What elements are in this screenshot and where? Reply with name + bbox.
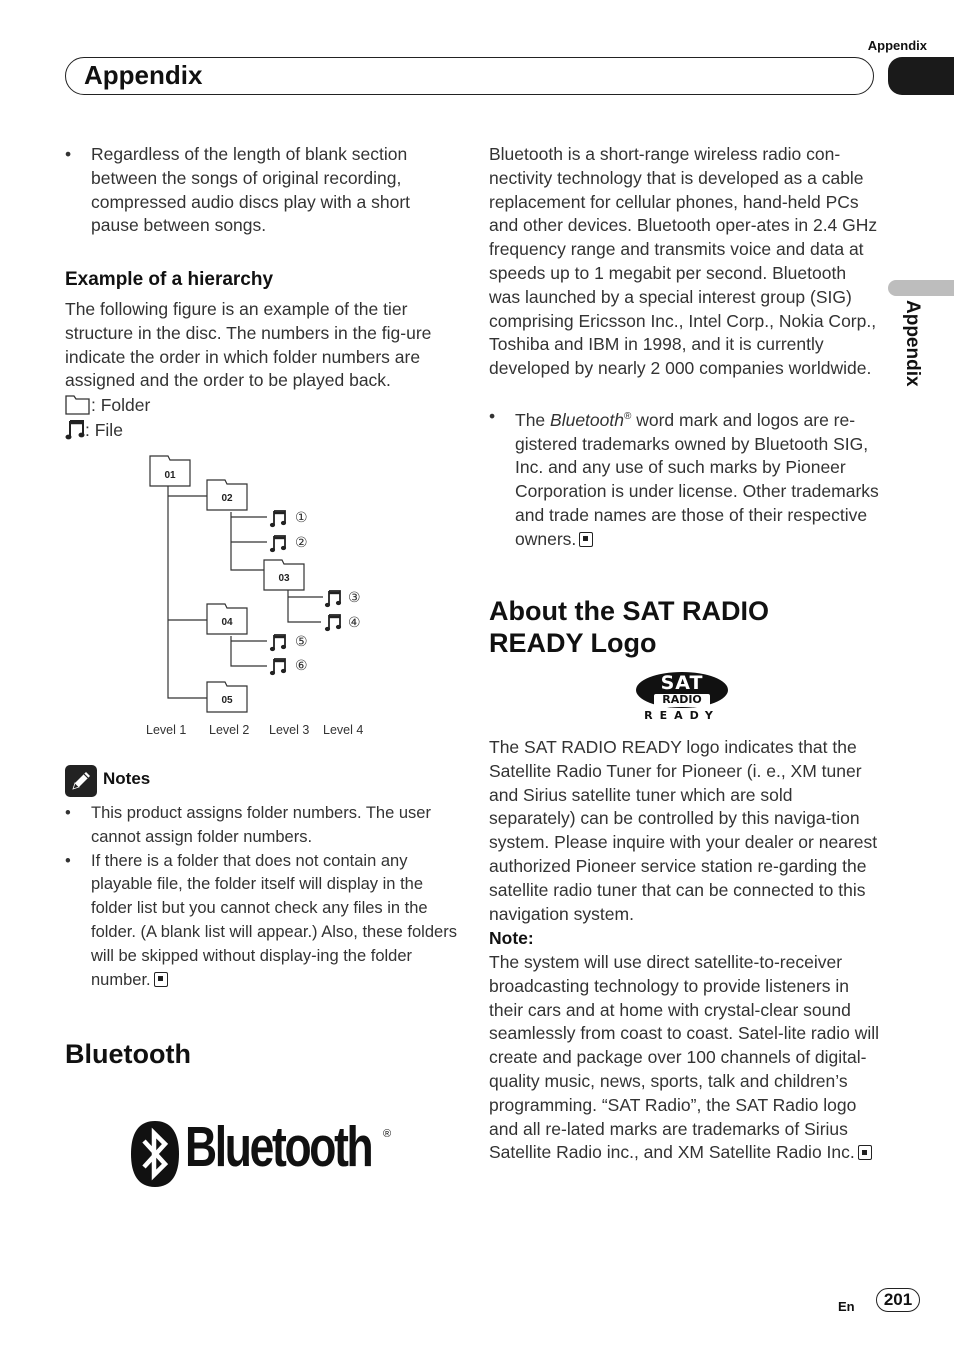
end-of-section-icon [858, 1145, 872, 1160]
legend-folder: : Folder [65, 394, 150, 422]
section-title: Appendix [84, 60, 203, 90]
sat-logo-sat-text: SAT [660, 672, 704, 694]
page-number: 201 [876, 1288, 920, 1312]
folder-label-02: 02 [221, 493, 233, 504]
level-2-label: Level 2 [209, 723, 250, 737]
sat-logo-radio-text: RADIO [662, 693, 702, 706]
hierarchy-heading: Example of a hierarchy [65, 269, 274, 290]
side-tab-marker [888, 280, 954, 296]
bluetooth-trademark-bullet: • The Bluetooth® word mark and logos are re-gistered trademarks owned by Bluetooth SIG, Inc. and any use of such marks by Pioneer Corporation is under license. Other trademarks and trade names are those of their respective owners. [489, 405, 881, 552]
file-number-5: ⑤ [295, 634, 308, 650]
file-5-icon [270, 635, 286, 651]
folder-label-05: 05 [221, 695, 233, 706]
notes-pencil-icon [65, 765, 97, 797]
sat-radio-note: The system will use direct satellite-to-receiver broadcasting technology to provide listeners in their cars and at home with crystal-clear sound seamlessly from coast to coast. Satel-lite radio will create and package over 100 channels of digital- quality music, news, sports, talk and children’s programming. “SAT Radio”, the SAT Radio logo and all re-lated marks are trademarks of Sirius Satellite Radio inc., and XM Satellite Radio Inc. [489, 952, 879, 1163]
registered-mark: ® [383, 1128, 392, 1140]
level-4-label: Level 4 [323, 723, 364, 737]
note-item: • If there is a folder that does not contain any playable file, the folder itself will display in the folder list but you cannot check any files in the folder. (A blank list will appear.) Also, these folders will be skipped without display-ing the folder number. [65, 850, 457, 993]
notes-heading: Notes [103, 769, 151, 788]
file-number-6: ⑥ [295, 658, 308, 674]
folder-label-04: 04 [221, 617, 233, 628]
sat-radio-heading: About the SAT RADIO READY Logo [489, 596, 769, 658]
intro-bullet: • Regardless of the length of blank section between the songs of original recording, compressed audio discs play with a short pause between songs. [65, 143, 455, 238]
side-section-label: Appendix [902, 300, 923, 387]
file-2-icon [270, 536, 286, 552]
note-label: Note: [489, 928, 534, 948]
music-note-icon [65, 418, 85, 447]
file-number-3: ③ [348, 590, 361, 606]
hierarchy-diagram [140, 450, 380, 750]
file-number-1: ① [295, 510, 308, 526]
note-item: • This product assigns folder numbers. The user cannot assign folder numbers. [65, 802, 457, 850]
file-4-icon [325, 615, 341, 631]
end-of-section-icon [579, 532, 593, 547]
bluetooth-wordmark: Bluetooth [185, 1115, 372, 1179]
sat-logo-ready-text: READY [644, 709, 720, 722]
level-3-label: Level 3 [269, 723, 310, 737]
language-code: En [838, 1299, 855, 1314]
sat-radio-ready-logo [634, 672, 734, 724]
bluetooth-description: Bluetooth is a short-range wireless radio con-nectivity technology that is developed as a cable replacement for cellular phones, hand-held PCs and other devices. Bluetooth oper-ates in 2.4 GHz frequency range and transmits voice and data at speeds up to 1 megabit per second. Bluetooth was launched by a special interest group (SIG) comprising Ericsson Inc., Intel Corp., Nokia Corp., Toshiba and IBM in 1998, and it is currently developed by nearly 2 000 companies worldwide. [489, 144, 878, 379]
section-tab-marker [888, 57, 954, 95]
legend-file: : File [65, 418, 123, 447]
file-6-icon [270, 659, 286, 675]
folder-label-01: 01 [164, 470, 176, 481]
end-of-section-icon [154, 972, 168, 987]
running-header: Appendix [867, 38, 927, 53]
notes-list [65, 802, 457, 992]
bluetooth-heading: Bluetooth [65, 1039, 191, 1069]
hierarchy-text: The following figure is an example of the tier structure in the disc. The numbers in the fig-ure indicate the order in which folder numbers are assigned and the order to be played back. [65, 299, 432, 391]
folder-label-03: 03 [278, 573, 290, 584]
file-number-4: ④ [348, 615, 361, 631]
file-3-icon [325, 591, 341, 607]
file-number-2: ② [295, 535, 308, 551]
sat-radio-description: The SAT RADIO READY logo indicates that the Satellite Radio Tuner for Pioneer (i. e., XM tuner and Sirius satellite tuner which are sold separately) can be controlled by this naviga-tion system. Please inquire with your dealer or nearest authorized Pioneer service station re-garding the satellite radio tuner that can be connected to this navigation system. [489, 737, 878, 924]
bluetooth-logo [130, 1115, 410, 1190]
file-1-icon [270, 511, 286, 527]
level-1-label: Level 1 [146, 723, 187, 737]
bluetooth-rune-icon [130, 1120, 180, 1188]
